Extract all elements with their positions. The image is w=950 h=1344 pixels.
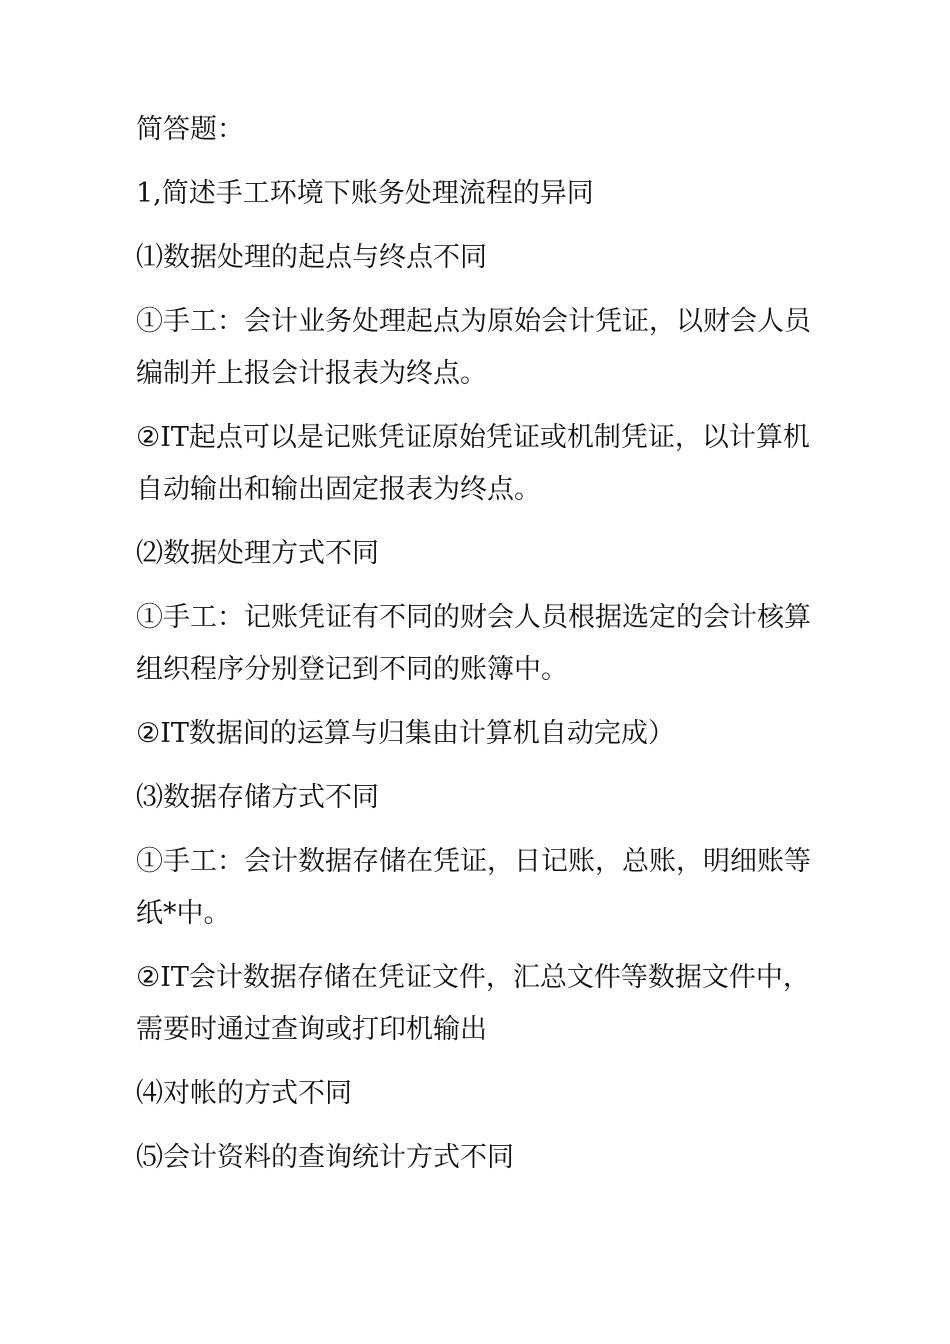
- point-3-it: ②IT会计数据存储在凭证文件，汇总文件等数据文件中，需要时通过查询或打印机输出: [136, 962, 810, 1045]
- point-1-it: ②IT起点可以是记账凭证原始凭证或机制凭证，以计算机自动输出和输出固定报表为终点。: [136, 422, 810, 505]
- point-1-manual: ①手工：会计业务处理起点为原始会计凭证，以财会人员编制并上报会计报表为终点。: [136, 306, 811, 389]
- section-heading: 简答题：: [136, 114, 244, 145]
- point-heading-3: ⑶数据存储方式不同: [136, 782, 379, 813]
- point-heading-4: ⑷对帐的方式不同: [136, 1078, 352, 1109]
- question-title: 1,简述手工环境下账务处理流程的异同: [136, 178, 594, 209]
- point-heading-1: ⑴数据处理的起点与终点不同: [136, 242, 487, 273]
- point-heading-5: ⑸会计资料的查询统计方式不同: [136, 1142, 514, 1173]
- point-2-it: ②IT数据间的运算与归集由计算机自动完成）: [136, 718, 675, 749]
- point-3-manual: ①手工：会计数据存储在凭证，日记账，总账，明细账等纸*中。: [136, 846, 811, 929]
- point-2-manual: ①手工：记账凭证有不同的财会人员根据选定的会计核算组织程序分别登记到不同的账簿中。: [136, 602, 811, 685]
- document-body: [136, 104, 816, 1196]
- point-heading-2: ⑵数据处理方式不同: [136, 538, 379, 569]
